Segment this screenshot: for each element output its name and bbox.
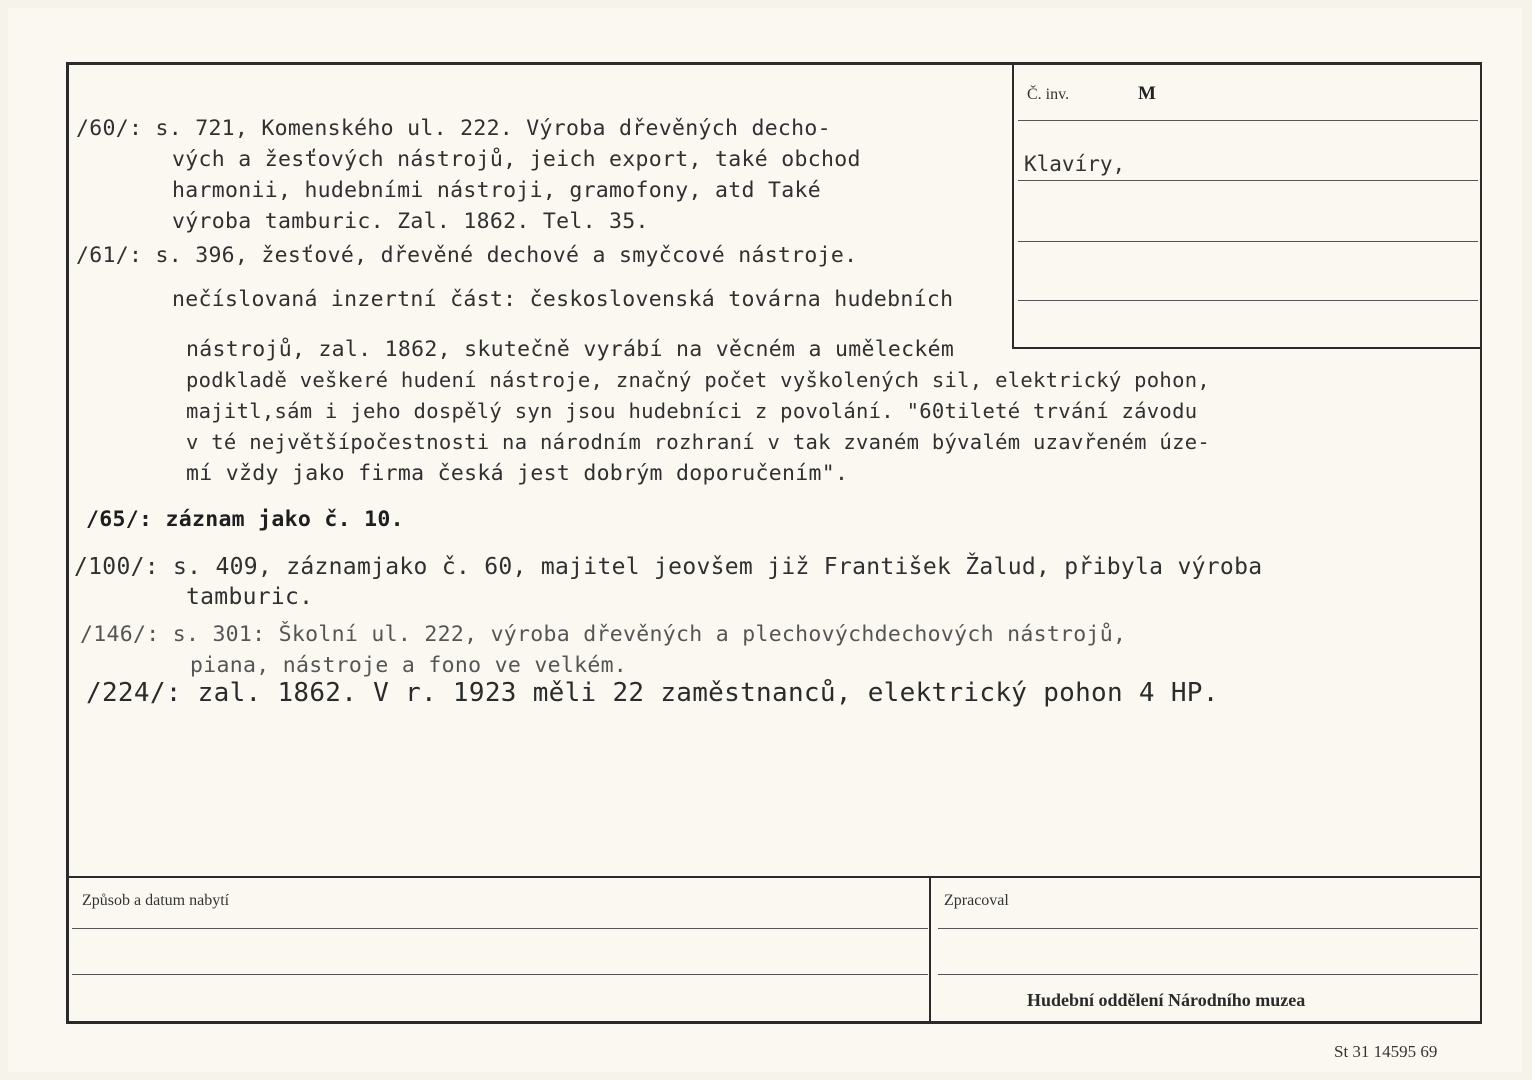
entry-line: majitl,sám i jeho dospělý syn jsou hudebníci z povolání. "60tileté trvání závodu	[186, 399, 1198, 423]
print-code: St 31 14595 69	[1334, 1042, 1438, 1061]
entry-line: v té největšípočestnosti na národním rozhraní v tak zvaném bývalém uzavřeném úze-	[186, 430, 1211, 454]
entry-line: výroba tamburic. Zal. 1862. Tel. 35.	[172, 209, 649, 234]
inventory-rule	[1018, 180, 1478, 181]
entry-line: nečíslovaná inzertní část: československá továrna hudebních	[172, 287, 954, 312]
entry-line: /60/: s. 721, Komenského ul. 222. Výroba dřevěných decho-	[76, 116, 831, 141]
footer-divider	[68, 876, 1480, 878]
institution-name: Hudební oddělení Národního muzea	[1027, 990, 1306, 1010]
footer-column-divider	[929, 878, 931, 1024]
footer-rule	[72, 928, 928, 929]
entry-line: /224/: zal. 1862. V r. 1923 měli 22 zaměstnanců, elektrický pohon 4 HP.	[86, 678, 1219, 708]
footer-rule	[938, 974, 1478, 975]
entry-line: podkladě veškeré hudení nástroje, značný počet vyškolených sil, elektrický pohon,	[186, 368, 1211, 392]
inventory-rule	[1018, 300, 1478, 301]
entry-line: /61/: s. 396, žesťové, dřevěné dechové a smyčcové nástroje.	[76, 243, 858, 268]
footer-rule	[938, 928, 1478, 929]
inventory-box	[1012, 62, 1482, 349]
entry-line: mí vždy jako firma česká jest dobrým doporučením".	[186, 461, 849, 486]
entry-line: /65/: záznam jako č. 10.	[86, 507, 404, 532]
processed-by-label: Zpracoval	[944, 892, 1009, 909]
entry-line: vých a žesťových nástrojů, jeich export, také obchod	[172, 147, 861, 172]
entry-line: /100/: s. 409, záznamjako č. 60, majitel jeovšem již František Žalud, přibyla výroba	[74, 554, 1263, 580]
entry-line: tamburic.	[186, 584, 314, 610]
inventory-rule	[1018, 120, 1478, 121]
inventory-number-value: M	[1138, 83, 1156, 104]
entry-line: harmonii, hudebními nástroji, gramofony, atd Také	[172, 178, 821, 203]
acquisition-label: Způsob a datum nabytí	[82, 892, 230, 909]
entry-line: piana, nástroje a fono ve velkém.	[190, 653, 628, 678]
entry-line: /146/: s. 301: Školní ul. 222, výroba dřevěných a plechovýchdechových nástrojů,	[80, 622, 1127, 647]
inventory-category: Klavíry,	[1024, 152, 1126, 176]
entry-line: nástrojů, zal. 1862, skutečně vyrábí na věcném a uměleckém	[186, 337, 955, 362]
inventory-number-label: Č. inv.	[1027, 86, 1070, 103]
inventory-rule	[1018, 241, 1478, 242]
footer-rule	[72, 974, 928, 975]
